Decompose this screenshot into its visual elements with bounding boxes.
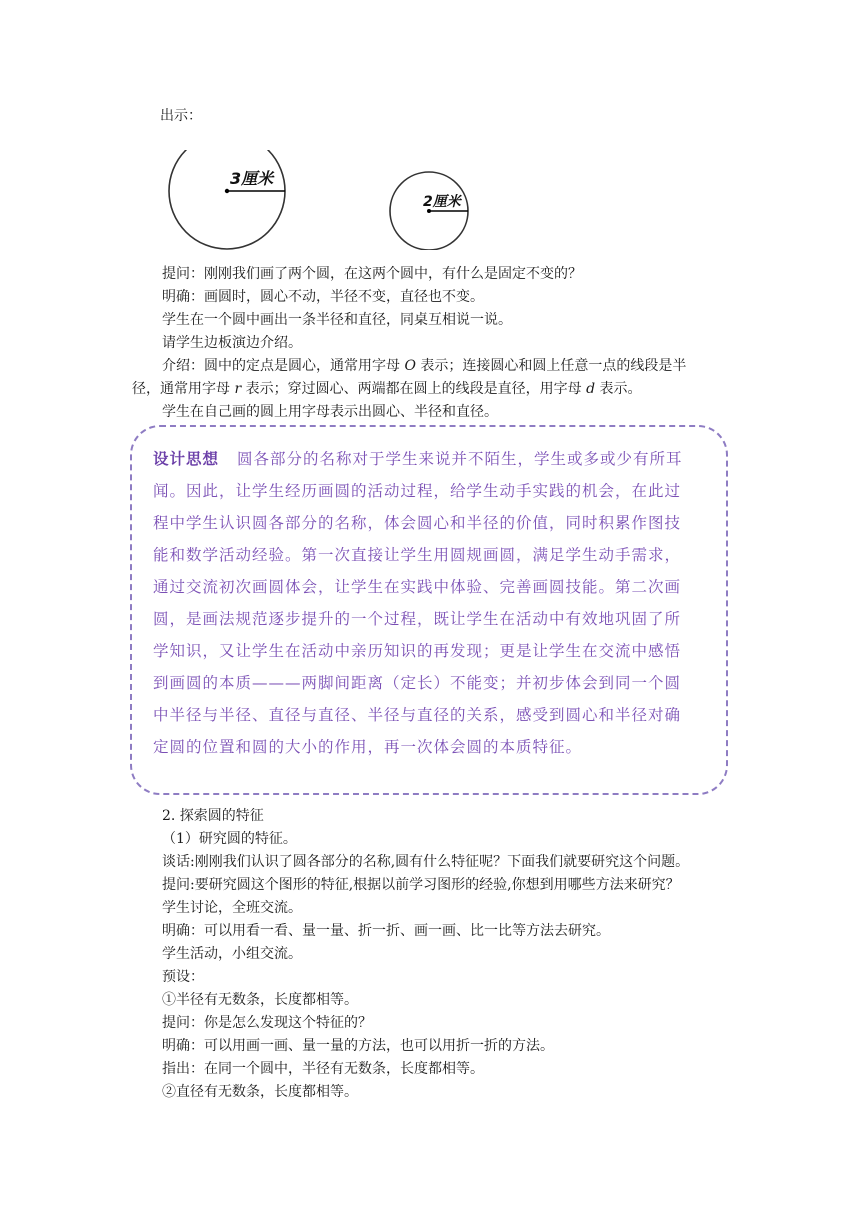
section2-heading: 2. 探索圆的特征 bbox=[162, 808, 264, 824]
intro-text-1: 介绍：圆中的定点是圆心，通常用字母 bbox=[162, 358, 405, 374]
intro-text-5: 表示。 bbox=[595, 381, 642, 397]
section2-line-6: 明确：可以用看一看、量一量、折一折、画一画、比一比等方法去研究。 bbox=[162, 923, 610, 939]
design-line-4: 能和数学活动经验。第一次直接让学生用圆规画圆，满足学生动手需求， bbox=[153, 546, 682, 564]
intro-text-4: 表示；穿过圆心、两端都在圆上的线段是直径，用字母 bbox=[241, 381, 587, 397]
section2-line-7: 学生活动，小组交流。 bbox=[162, 946, 302, 962]
design-line-2: 闻。因此，让学生经历画圆的活动过程，给学生动手实践的机会，在此过 bbox=[153, 482, 682, 500]
design-line-3: 程中学生认识圆各部分的名称，体会圆心和半径的价值，同时积累作图技 bbox=[153, 514, 682, 532]
circle-small-label: 2厘米 bbox=[423, 194, 461, 210]
section2-line-5: 学生讨论，全班交流。 bbox=[162, 900, 302, 916]
intro-paragraph-line-1 bbox=[162, 356, 686, 376]
var-o: O bbox=[404, 358, 416, 374]
var-r: r bbox=[234, 381, 242, 397]
design-line-8: 到画圆的本质———两脚间距离（定长）不能变；并初步体会到同一个圆 bbox=[153, 674, 682, 692]
dialogue-line-1: 提问：刚刚我们画了两个圆，在这两个圆中，有什么是固定不变的？ bbox=[162, 266, 582, 282]
section2-line-8: 预设： bbox=[162, 969, 204, 985]
intro-text-2: 表示；连接圆心和圆上任意一点的线段是半 bbox=[415, 358, 687, 374]
section2-line-11: 明确：可以用画一画、量一量的方法，也可以用折一折的方法。 bbox=[162, 1038, 554, 1054]
design-thought-text bbox=[153, 443, 713, 763]
dialogue-line-4: 请学生边板演边介绍。 bbox=[162, 335, 302, 351]
section2-line-2: （1）研究圆的特征。 bbox=[162, 831, 297, 847]
section2-line-3: 谈话:刚刚我们认识了圆各部分的名称,圆有什么特征呢？下面我们就要研究这个问题。 bbox=[162, 854, 690, 870]
design-line-9: 中半径与半径、直径与直径、半径与直径的关系，感受到圆心和半径对确 bbox=[153, 706, 682, 724]
design-line-1: 设计思想 圆各部分的名称对于学生来说并不陌生，学生或多或少有所耳 bbox=[153, 450, 683, 468]
dialogue-line-2: 明确：画圆时，圆心不动，半径不变，直径也不变。 bbox=[162, 289, 484, 305]
circle-large-label: 3厘米 bbox=[230, 169, 274, 188]
section2-line-12: 指出：在同一个圆中，半径有无数条，长度都相等。 bbox=[162, 1061, 484, 1077]
intro-label: 出示： bbox=[160, 108, 202, 124]
intro-paragraph-line-2 bbox=[132, 379, 641, 399]
circle-figure bbox=[160, 150, 490, 250]
design-line-10: 定圆的位置和圆的大小的作用，再一次体会圆的本质特征。 bbox=[153, 738, 583, 756]
section2-line-4: 提问:要研究圆这个图形的特征,根据以前学习图形的经验,你想到用哪些方法来研究？ bbox=[162, 877, 680, 893]
circle-large bbox=[169, 150, 285, 249]
section2-line-9: ①半径有无数条，长度都相等。 bbox=[162, 992, 358, 1008]
var-d: d bbox=[586, 381, 596, 397]
section2-line-10: 提问：你是怎么发现这个特征的？ bbox=[162, 1015, 372, 1031]
design-line-7: 学知识，又让学生在活动中亲历知识的再发现；更是让学生在交流中感悟 bbox=[153, 642, 682, 660]
after-intro-line: 学生在自己画的圆上用字母表示出圆心、半径和直径。 bbox=[162, 404, 498, 420]
intro-text-3: 径，通常用字母 bbox=[132, 381, 235, 397]
design-thought-title: 设计思想 bbox=[153, 450, 220, 468]
section2-line-13: ②直径有无数条，长度都相等。 bbox=[162, 1084, 358, 1100]
design-line-5: 通过交流初次画圆体会，让学生在实践中体验、完善画圆技能。第二次画 bbox=[153, 578, 682, 596]
dialogue-line-3: 学生在一个圆中画出一条半径和直径，同桌互相说一说。 bbox=[162, 312, 512, 328]
design-line-6: 圆，是画法规范逐步提升的一个过程，既让学生在活动中有效地巩固了所 bbox=[153, 610, 682, 628]
